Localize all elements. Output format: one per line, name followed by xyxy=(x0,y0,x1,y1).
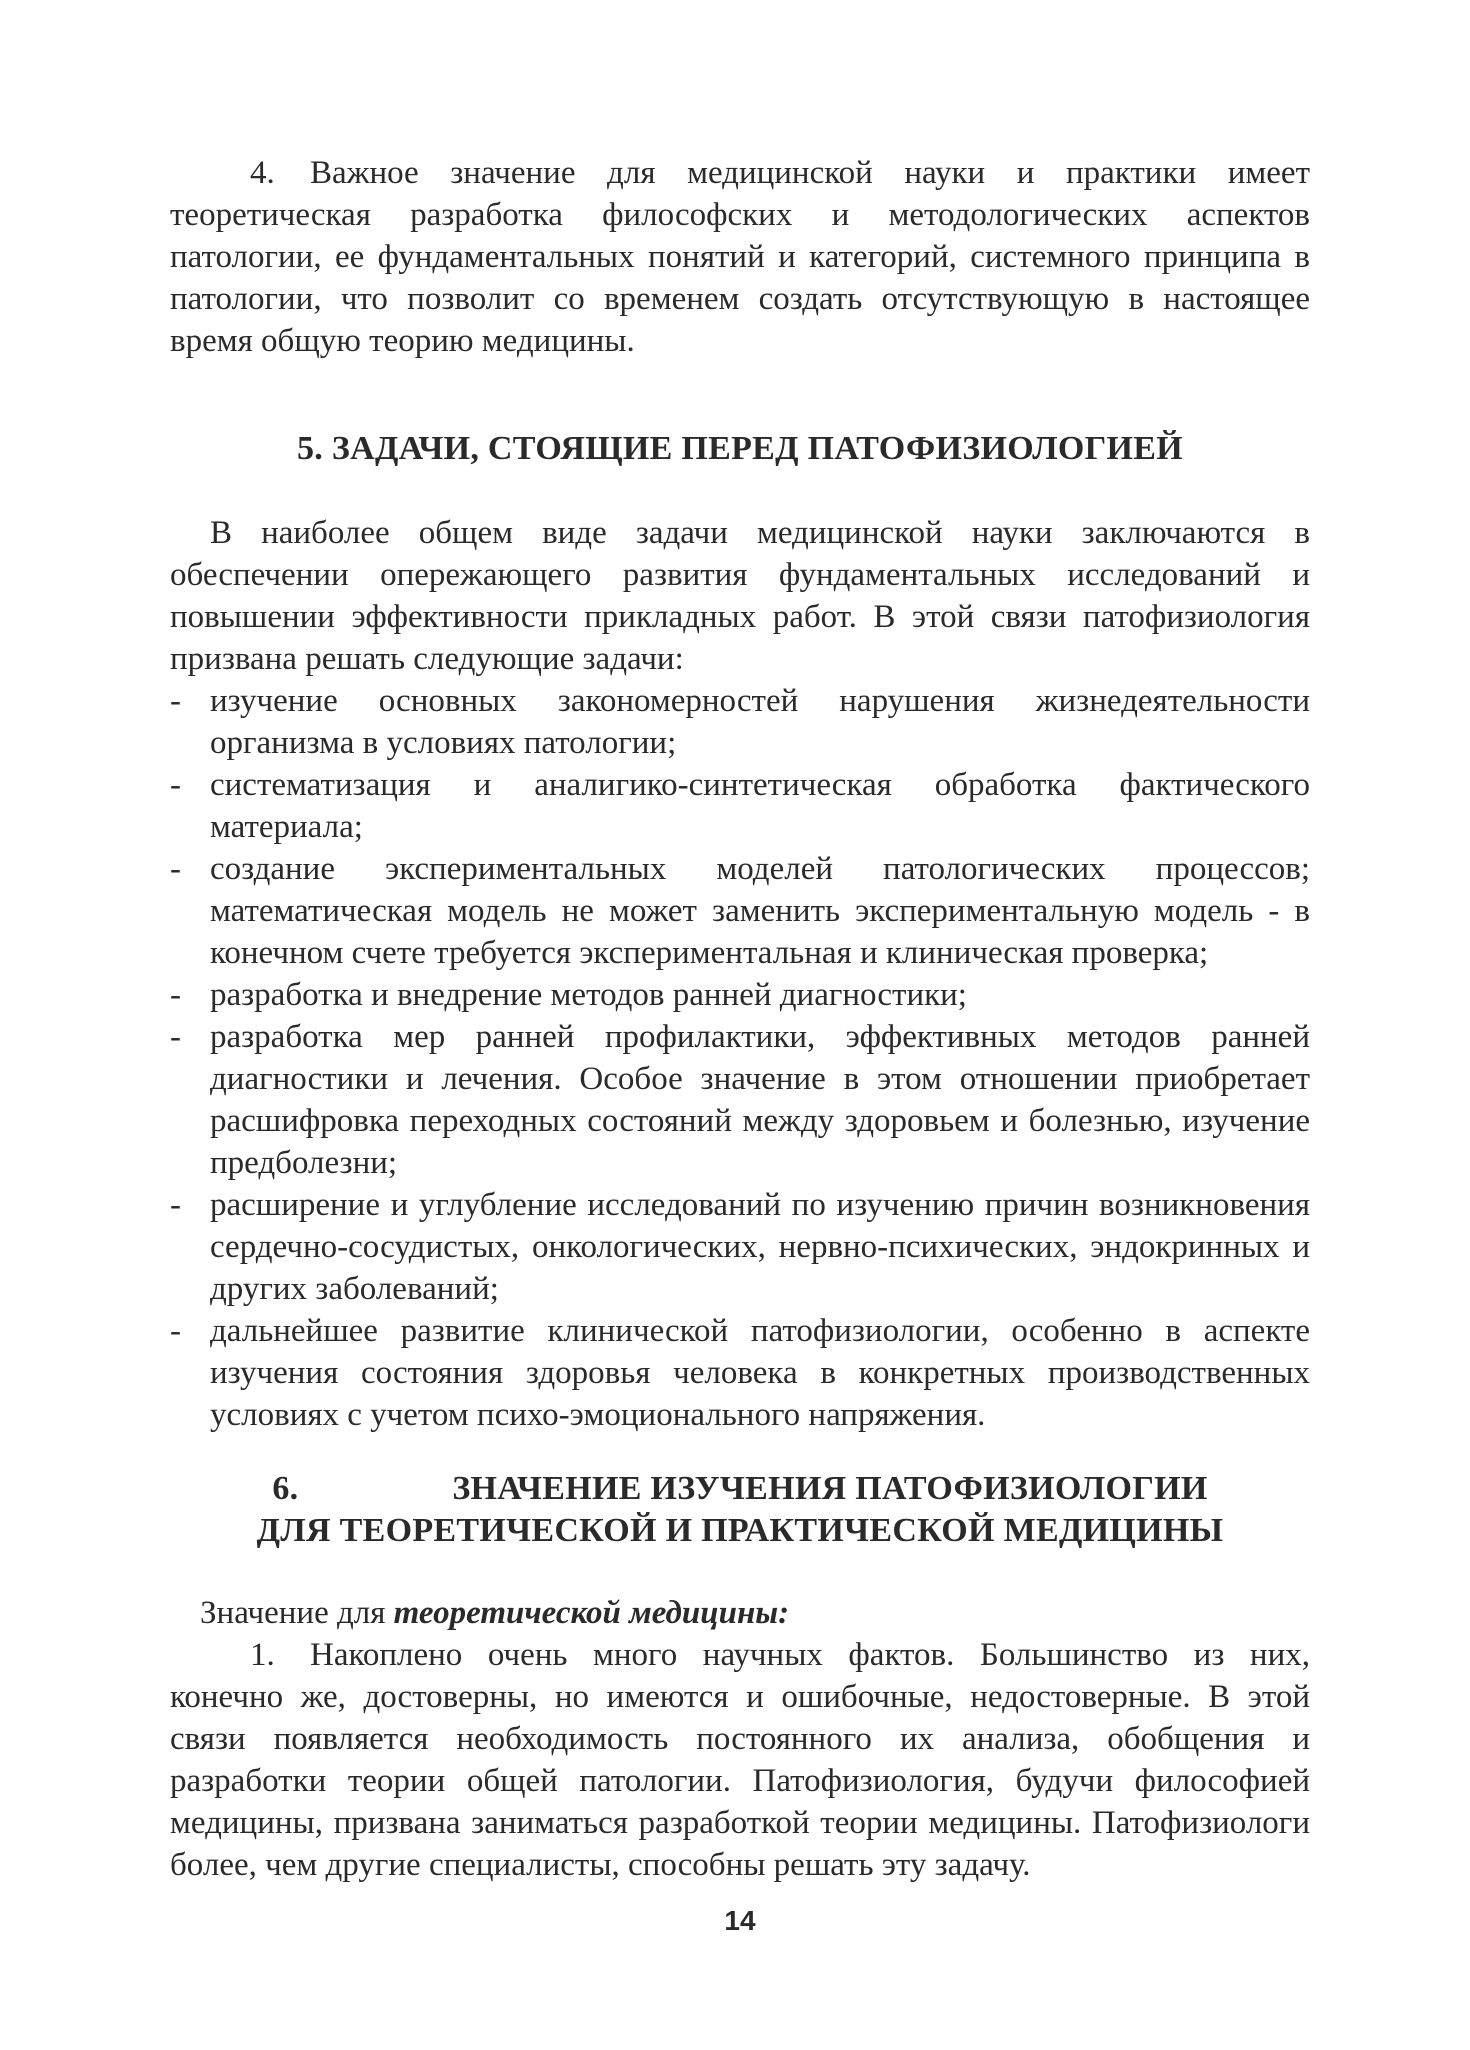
tasks-list xyxy=(170,680,1310,1436)
paragraph-4-text: Важное значение для медицинской науки и практики имеет теоретическая разработка философских и методологических аспектов патологии, ее фундаментальных понятий и категорий, системного принципа в патологии, что позволит со временем создать отсутствующую в настоящее время общую теорию медицины. xyxy=(170,155,1310,359)
section-6-title-1: ЗНАЧЕНИЕ ИЗУЧЕНИЯ ПАТОФИЗИОЛОГИИ xyxy=(452,1470,1208,1507)
list-bullet: - xyxy=(170,977,181,1013)
significance-line xyxy=(200,1592,1310,1634)
list-item xyxy=(170,848,1310,974)
section-6-heading-line-1 xyxy=(170,1468,1310,1510)
paragraph-4 xyxy=(170,152,1310,362)
book-page xyxy=(170,0,1310,2050)
list-item-text: разработка и внедрение методов ранней диагностики; xyxy=(210,977,967,1013)
list-item xyxy=(170,764,1310,848)
list-item-text: разработка мер ранней профилактики, эффективных методов ранней диагностики и лечения. Особое значение в этом отношении приобретает расшифровка переходных состояний между здоровьем и болезнью, изучение предболезни; xyxy=(210,1019,1310,1181)
list-item xyxy=(170,1016,1310,1184)
section-5-heading: 5. ЗАДАЧИ, СТОЯЩИЕ ПЕРЕД ПАТОФИЗИОЛОГИЕЙ xyxy=(296,430,1184,467)
list-bullet: - xyxy=(170,851,181,887)
significance-prefix: Значение для xyxy=(200,1595,394,1631)
list-bullet: - xyxy=(170,1313,181,1349)
section-5-intro: В наиболее общем виде задачи медицинской науки заключаются в обеспечении опережающего развития фундаментальных исследований и повышении эффективности прикладных работ. В этой связи патофизиология призвана решать следующие задачи: xyxy=(170,515,1310,677)
list-item xyxy=(170,1184,1310,1310)
paragraph-1-number: 1. xyxy=(250,1637,275,1673)
paragraph-1-text: Накоплено очень много научных фактов. Большинство из них, конечно же, достоверны, но имеются и ошибочные, недостоверные. В этой связи появляется необходимость постоянного их анализа, обобщения и разработки теории общей патологии. Патофизиология, будучи философией медицины, призвана заниматься разработкой теории медицины. Патофизиологи более, чем другие специалисты, способны решать эту задачу. xyxy=(170,1637,1310,1883)
list-item-text: систематизация и аналигико-синтетическая обработка фактического материала; xyxy=(210,767,1310,845)
paragraph-1 xyxy=(170,1634,1310,1886)
list-bullet: - xyxy=(170,767,181,803)
list-item xyxy=(170,974,1310,1016)
list-item-text: создание экспериментальных моделей патологических процессов; математическая модель не может заменить экспериментальную модель - в конечном счете требуется экспериментальная и клиническая проверка; xyxy=(210,851,1310,971)
page-number: 14 xyxy=(724,1905,756,1936)
significance-emphasis: теоретической медицины: xyxy=(393,1595,790,1631)
list-item-text: расширение и углубление исследований по изучению причин возникновения сердечно-сосудистых, онкологических, нервно-психических, эндокринных и других заболеваний; xyxy=(210,1187,1310,1307)
list-item-text: дальнейшее развитие клинической патофизиологии, особенно в аспекте изучения состояния здоровья человека в конкретных производственных условиях с учетом психо-эмоционального напряжения. xyxy=(210,1313,1310,1433)
section-6-number: 6. xyxy=(272,1470,299,1507)
paragraph-4-number: 4. xyxy=(250,155,275,191)
section-6-heading-line-2: ДЛЯ ТЕОРЕТИЧЕСКОЙ И ПРАКТИЧЕСКОЙ МЕДИЦИНЫ xyxy=(256,1512,1224,1549)
list-bullet: - xyxy=(170,683,181,719)
list-bullet: - xyxy=(170,1187,181,1223)
list-item xyxy=(170,1310,1310,1436)
list-item-text: изучение основных закономерностей нарушения жизнедеятельности организма в условиях патологии; xyxy=(210,683,1310,761)
list-item xyxy=(170,680,1310,764)
list-bullet: - xyxy=(170,1019,181,1055)
